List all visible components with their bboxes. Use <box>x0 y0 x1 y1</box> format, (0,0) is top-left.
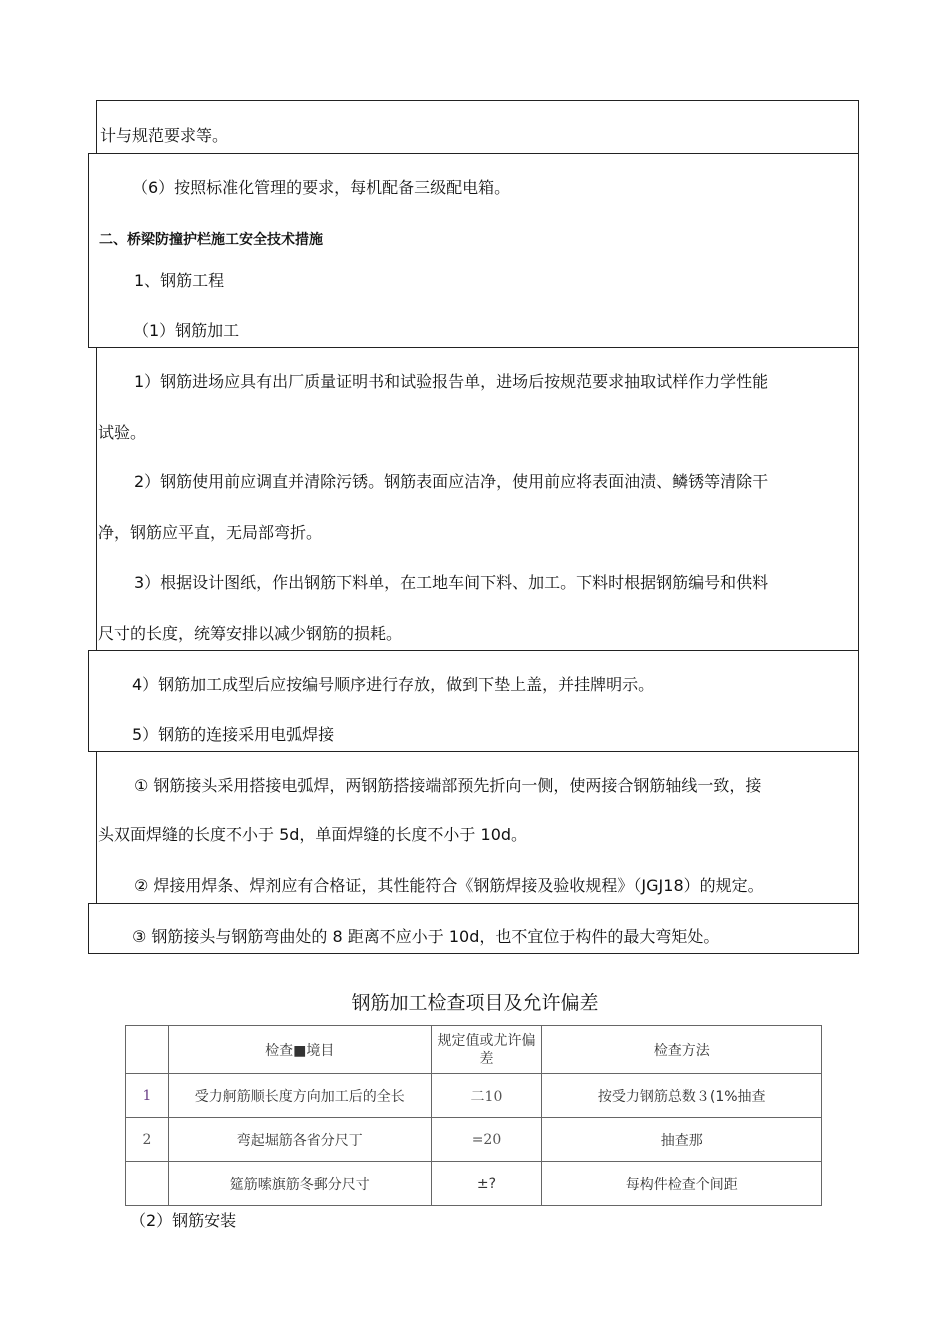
rule-4: 4）钢筋加工成型后应按编号顺序进行存放，做到下垫上盖，并挂牌明示。 <box>132 675 655 694</box>
tolerance: ±? <box>431 1162 542 1206</box>
check-item: 筵筋嗦旗筋冬郵分尺寸 <box>168 1162 431 1206</box>
tolerance: 二10 <box>431 1074 542 1118</box>
inspection-table <box>125 1025 822 1206</box>
heading-rebar-installation: （2）钢筋安装 <box>130 1211 237 1230</box>
rule-1-line-1: 1）钢筋进场应具有出厂质量证明书和试验报告单，进场后按规范要求抽取试样作力学性能 <box>134 372 769 391</box>
rule-3-line-1: 3）根据设计图纸，作出钢筋下料单，在工地车间下料、加工。下料时根据钢筋编号和供料 <box>134 573 769 592</box>
heading-rebar-engineering: 1、钢筋工程 <box>134 271 225 290</box>
rule-1-line-2: 试验。 <box>98 423 147 442</box>
check-method: 按受力钢筋总数３(1%抽查 <box>542 1074 822 1118</box>
header-cell: 检查方法 <box>542 1026 822 1074</box>
check-method: 抽查那 <box>542 1118 822 1162</box>
rule-2-line-2: 净，钢筋应平直，无局部弯折。 <box>98 523 323 542</box>
table-row <box>126 1162 822 1206</box>
check-item: 受力舸筋顺长度方向加工后的全长 <box>168 1074 431 1118</box>
rule-5: 5）钢筋的连接采用电弧焊接 <box>132 725 335 744</box>
clause-2: ② 焊接用焊条、焊剂应有合格证，其性能符合《钢筋焊接及验收规程》（JGJ18）的规定。 <box>134 876 764 895</box>
row-number: 2 <box>126 1118 169 1162</box>
table-title: 钢筋加工检查项目及允许偏差 <box>351 992 599 1014</box>
paragraph-continuation: 计与规范要求等。 <box>100 126 229 145</box>
check-item: 弯起堀筋各省分尺丁 <box>168 1118 431 1162</box>
paragraph-item-6: （6）按照标准化管理的要求，每机配备三级配电箱。 <box>132 178 511 197</box>
frame-box-3 <box>96 347 859 651</box>
row-number: 1 <box>126 1074 169 1118</box>
header-cell: 规定值或尤许偏差 <box>431 1026 542 1074</box>
table-row <box>126 1074 822 1118</box>
table-header-row <box>126 1026 822 1074</box>
clause-1-line-1: ① 钢筋接头采用搭接电弧焊，两钢筋搭接端部预先折向一侧，使两接合钢筋轴线一致，接 <box>134 776 762 795</box>
tolerance: =20 <box>431 1118 542 1162</box>
rule-2-line-1: 2）钢筋使用前应调直并清除污锈。钢筋表面应洁净，使用前应将表面油渍、鳞锈等清除干 <box>134 472 769 491</box>
table-row <box>126 1118 822 1162</box>
section-heading: 二、桥梁防撞护栏施工安全技术措施 <box>99 232 323 248</box>
row-number <box>126 1162 169 1206</box>
header-cell <box>126 1026 169 1074</box>
rule-3-line-2: 尺寸的长度，统筹安排以减少钢筋的损耗。 <box>98 624 403 643</box>
clause-1-line-2: 头双面焊缝的长度不小于 5d，单面焊缝的长度不小于 10d。 <box>98 825 528 844</box>
header-cell: 检查■境目 <box>168 1026 431 1074</box>
clause-3: ③ 钢筋接头与钢筋弯曲处的 8 距离不应小于 10d，也不宜位于构件的最大弯矩处。 <box>132 927 720 946</box>
heading-rebar-processing: （1）钢筋加工 <box>133 321 240 340</box>
check-method: 每构件检查个间距 <box>542 1162 822 1206</box>
